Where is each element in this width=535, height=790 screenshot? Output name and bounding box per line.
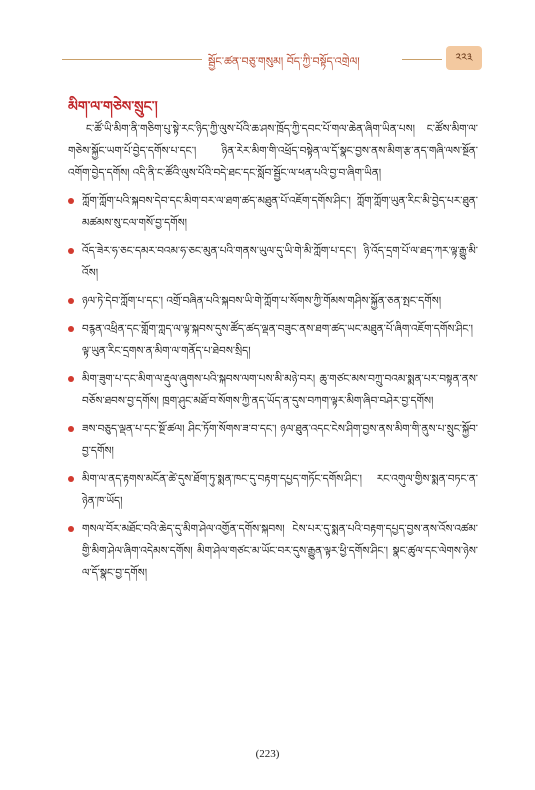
list-item: [68, 240, 478, 284]
list-item-text: གསལ་བོར་མཐོང་བའི་ཆེད་དུ་མིག་ཤེལ་འགྱོན་དགོས་སྐབས། ངེས་པར་དུ་སྨན་པའི་བརྟག་དཔྱད་བྱས་ནས་འོས་འཚམ་གྱི་མིག་ཤེལ་ཞིག་འདེམས་དགོས། མིག་ཤེལ་གཙང་མ་ཡོང་བར་དུས་རྒྱུན་ལྟར་ཕྱི་དགོས་ཤིང་། སྣང་ཚུལ་དང་ལེགས་ཉེས་ལ་དོ་སྣང་བྱ་དགོས།: [82, 523, 478, 579]
bullet-icon: [68, 198, 74, 204]
section-title: མིག་ལ་གཅེས་སྲུང་།: [68, 99, 158, 115]
list-item: [68, 290, 478, 312]
list-item-text: མིག་ལ་ནད་རྟགས་མངོན་ཚེ་དུས་ཐོག་ཏུ་སྨན་ཁང་དུ་བརྟག་དཔྱད་གཏོང་དགོས་ཤིང་། རང་འགུལ་གྱིས་སྨན་བཏང་ན་ཉེན་ཁ་ཡོད།: [82, 473, 478, 507]
header-rule-right: [402, 59, 442, 60]
list-item: [68, 318, 478, 362]
list-item: [68, 468, 478, 512]
list-item-text: འོད་ཟེར་ཧ་ཅང་དམར་བའམ་ཧ་ཅང་མུན་པའི་གནས་ཡུལ་དུ་ཡི་གེ་མི་ཀློག་པ་དང་། ཉི་འོད་དྲག་པོ་ལ་ཐད་ཀར་ལྟ་རྒྱུ་མི་འོས།: [82, 245, 478, 279]
bullet-icon: [68, 248, 74, 254]
list-item-text: ཉལ་ཏེ་དེབ་ཀློག་པ་དང་། འགྲོ་བཞིན་པའི་སྐབས་ཡི་གེ་ཀློག་པ་སོགས་ཀྱི་གོམས་གཤིས་སྐྱོན་ཅན་སྤང་དགོས།: [82, 295, 442, 307]
bullet-icon: [68, 476, 74, 482]
bullet-icon: [68, 376, 74, 382]
list-item: [68, 418, 478, 462]
header-rule-left: [62, 59, 202, 60]
bullet-list: [68, 190, 478, 584]
running-header: [62, 46, 480, 74]
list-item-text: ཀློག་ཀློག་པའི་སྐབས་དེབ་དང་མིག་བར་ལ་ཐག་ཚད་མཐུན་པོ་འཇོག་དགོས་ཤིང་། ཀློག་ཀློག་ཡུན་རིང་མི་བྱེད་པར་ཐུན་མཚམས་སུ་ངལ་གསོ་བྱ་དགོས།: [82, 195, 478, 229]
list-item-text: ཟས་བཅུད་ལྡན་པ་དང་སྔོ་ཚལ། ཤིང་ཏོག་སོགས་ཟ་བ་དང་། ཉལ་ཐུན་འདང་ངེས་ཤིག་བྱས་ནས་མིག་གི་ནུས་པ་སྲུང་སྐྱོབ་བྱ་དགོས།: [82, 423, 478, 457]
running-title: སྦྱོང་ཚན་བཅུ་གསུམ། བོད་ཀྱི་བསྟོད་འགྲེལ།: [208, 55, 360, 68]
bullet-icon: [68, 298, 74, 304]
list-item-text: མིག་ཟུག་པ་དང་མིག་ལ་རྡུལ་ཞུགས་པའི་སྐབས་ལག་པས་མི་མཉེ་བར། ཆུ་གཙང་མས་བཀྲུ་བའམ་སྨན་པར་བསྟན་ནས་བཅོས་ཐབས་བྱ་དགོས། ཁྲག་ཤུང་མཐོ་བ་སོགས་ཀྱི་ནད་ཡོད་ན་དུས་བཀག་ལྟར་མིག་ཞིབ་བཤེར་བྱ་དགོས།: [82, 373, 478, 407]
page-badge: ༢༢༣: [446, 46, 482, 70]
list-item: [68, 368, 478, 412]
bullet-icon: [68, 326, 74, 332]
intro-paragraph: ང་ཚོ་ཡི་མིག་ནི་གཅིག་པུ་སྟེ་རང་ཉིད་ཀྱི་ལུས་པོའི་ཆ་ཤས་ཁྲོད་ཀྱི་དབང་པོ་གལ་ཆེན་ཞིག་ཡིན་པས། ང་ཚོས་མིག་ལ་གཅེས་སྐྱོང་ཡག་པོ་བྱེད་དགོས་པ་དང་། ཉིན་རེར་མིག་གི་འཕྲོད་བསྟེན་ལ་དོ་སྣང་བྱས་ནས་མིག་རྩ་ནད་གཞི་ལས་སྔོན་འགོག་བྱེད་དགོས། འདི་ནི་ང་ཚོའི་ལུས་པོའི་བདེ་ཐང་དང་སློབ་སྦྱོང་ལ་ཕན་པའི་བྱ་བ་ཞིག་ཡིན།: [68, 123, 478, 179]
page-number: (223): [255, 748, 280, 760]
list-item-text: བརྙན་འཕྲིན་དང་གློག་ཀླད་ལ་ལྟ་སྐབས་དུས་ཚོད་ཚད་ལྡན་བཟུང་ནས་ཐག་ཚད་ཡང་མཐུན་པོ་ཞིག་འཇོག་དགོས་ཤིང་། ལྟ་ཡུན་རིང་དྲགས་ན་མིག་ལ་གནོད་པ་ཐེབས་སྲིད།: [82, 323, 474, 357]
bullet-icon: [68, 526, 74, 532]
body-content: [68, 118, 478, 590]
list-item: [68, 518, 478, 584]
bullet-icon: [68, 426, 74, 432]
list-item: [68, 190, 478, 234]
